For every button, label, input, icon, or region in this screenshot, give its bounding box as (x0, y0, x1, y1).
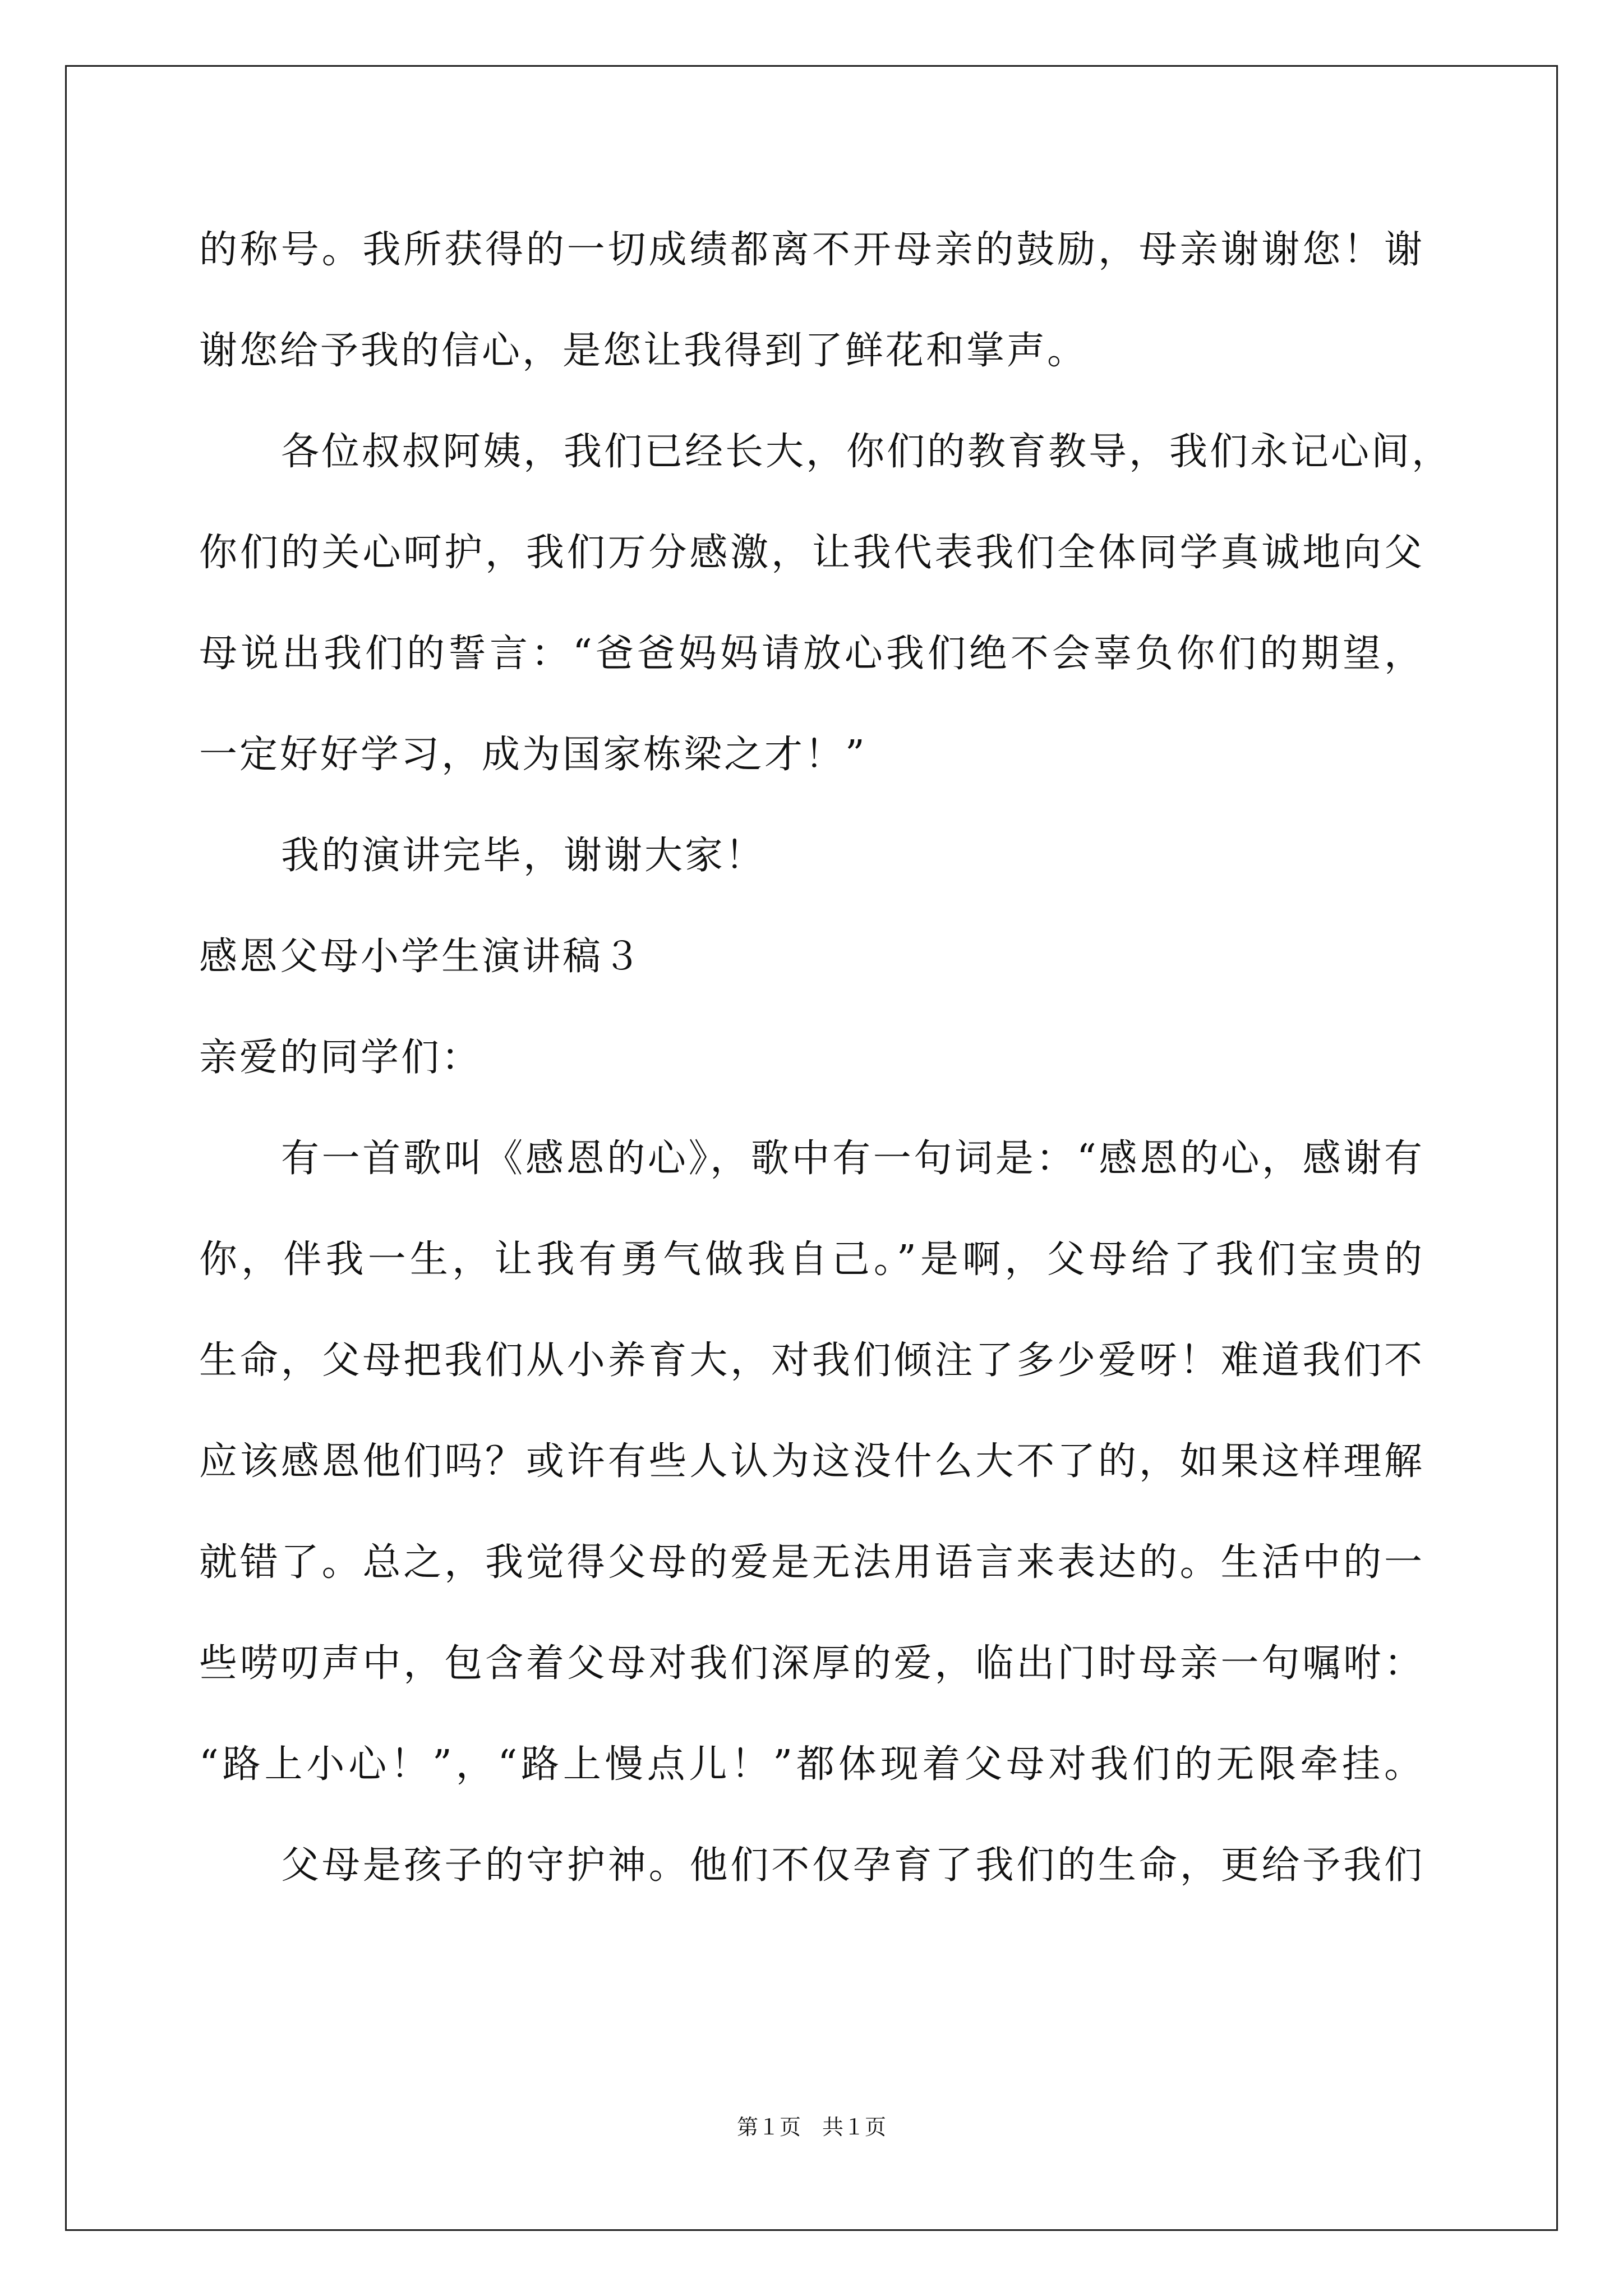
paragraph-4-line-2: 你，伴我一生，让我有勇气做我自己。”是啊，父母给了我们宝贵的 (199, 1237, 1424, 1282)
salutation: 亲爱的同学们： (199, 1036, 482, 1080)
paragraph-4-line-5: 就错了。总之，我觉得父母的爱是无法用语言来表达的。生活中的一 (199, 1540, 1424, 1585)
paragraph-4-line-6: 些唠叨声中，包含着父母对我们深厚的爱，临出门时母亲一句嘱咐： (199, 1641, 1424, 1686)
paragraph-4-line-4: 应该感恩他们吗？或许有些人认为这没什么大不了的，如果这样理解 (199, 1439, 1424, 1484)
paragraph-2-line-1: 各位叔叔阿姨，我们已经长大，你们的教育教导，我们永记心间， (281, 430, 1453, 474)
paragraph-4-line-1: 有一首歌叫《感恩的心》，歌中有一句词是：“感恩的心，感谢有 (281, 1137, 1424, 1181)
paragraph-2-line-4: 一定好好学习，成为国家栋梁之才！” (199, 733, 867, 777)
paragraph-1-line-1: 的称号。我所获得的一切成绩都离不开母亲的鼓励，母亲谢谢您！谢 (199, 228, 1424, 272)
paragraph-2-line-3: 母说出我们的誓言：“爸爸妈妈请放心我们绝不会辜负你们的期望， (199, 632, 1424, 676)
paragraph-3-line-1: 我的演讲完毕，谢谢大家！ (281, 834, 766, 878)
paragraph-2-line-2: 你们的关心呵护，我们万分感激，让我代表我们全体同学真诚地向父 (199, 531, 1424, 575)
paragraph-5-line-1: 父母是孩子的守护神。他们不仅孕育了我们的生命，更给予我们 (281, 1843, 1424, 1888)
paragraph-4-line-7: “路上小心！”，“路上慢点儿！”都体现着父母对我们的无限牵挂。 (199, 1742, 1424, 1787)
page-number-footer: 第１页 共１页 (736, 2115, 886, 2139)
section-heading: 感恩父母小学生演讲稿３ (199, 935, 644, 979)
paragraph-4-line-3: 生命，父母把我们从小养育大，对我们倾注了多少爱呀！难道我们不 (199, 1338, 1424, 1383)
paragraph-1-line-2: 谢您给予我的信心，是您让我得到了鲜花和掌声。 (199, 329, 1088, 373)
